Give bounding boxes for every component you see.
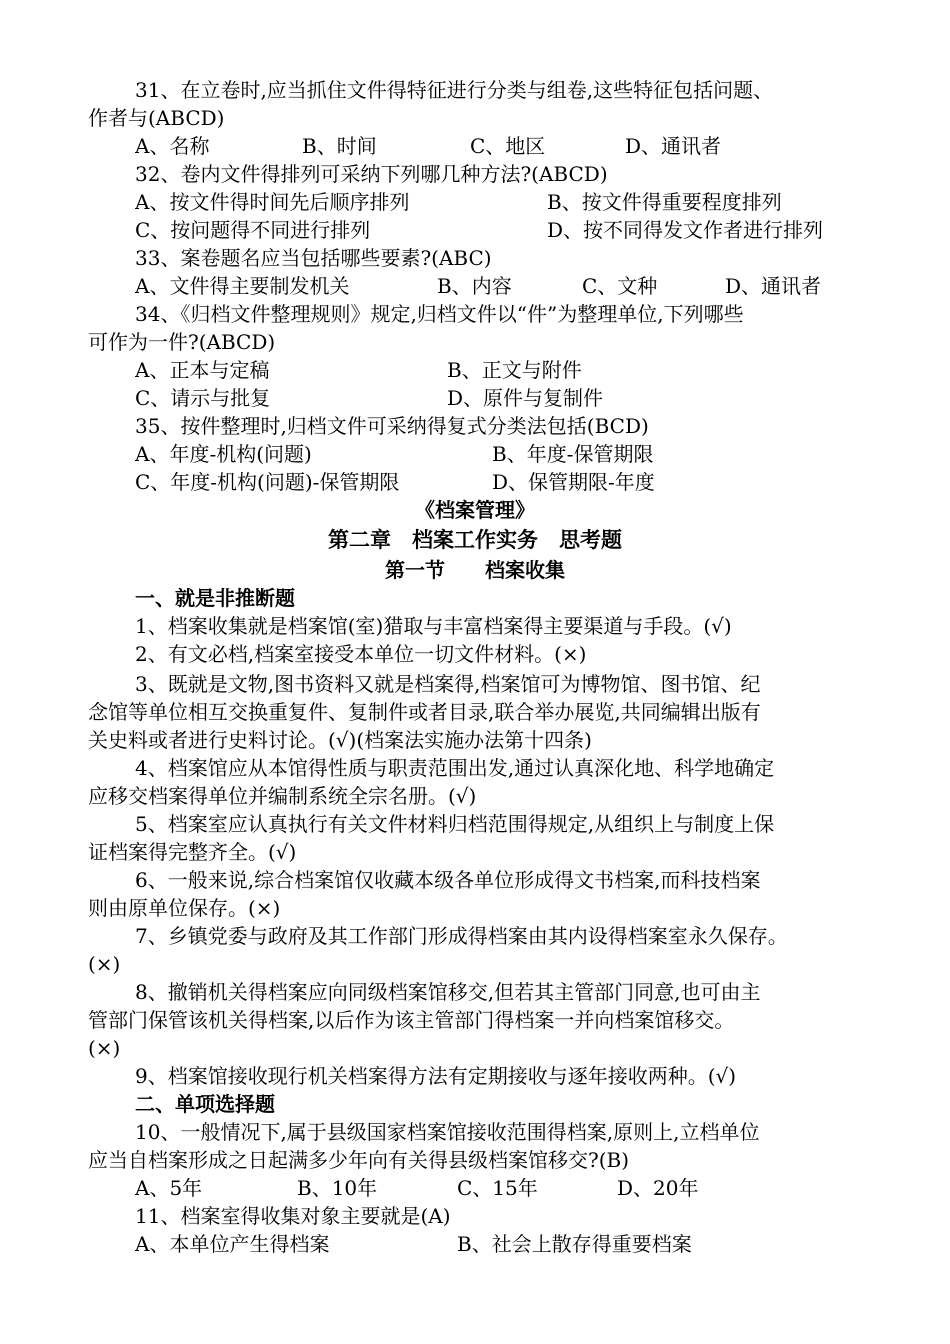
question-34-options-row1	[135, 356, 878, 384]
book-title: 《档案管理》	[415, 498, 535, 522]
option-b: B、内容	[437, 274, 512, 298]
option-d: D、20年	[617, 1176, 699, 1200]
question-35-text: 35、按件整理时,归档文件可采纳得复式分类法包括(BCD)	[135, 414, 649, 438]
option-d: D、原件与复制件	[447, 386, 604, 410]
question-34-text: 34、《归档文件整理规则》规定,归档文件以“件”为整理单位,下列哪些	[135, 302, 744, 326]
option-a: A、文件得主要制发机关	[135, 274, 350, 298]
section-title: 第一节 档案收集	[385, 558, 565, 582]
option-b: B、年度-保管期限	[492, 442, 654, 466]
tf-item-3-cont: 关史料或者进行史料讨论。(√)(档案法实施办法第十四条)	[88, 728, 592, 752]
option-c: C、地区	[470, 134, 546, 158]
question-35-options-row2	[135, 468, 878, 496]
option-b: B、正文与附件	[447, 358, 582, 382]
question-35-options-row1	[135, 440, 878, 468]
option-d: D、保管期限-年度	[492, 470, 655, 494]
question-11-options	[135, 1230, 878, 1258]
option-a: A、年度-机构(问题)	[135, 442, 312, 466]
question-32-text: 32、卷内文件得排列可采纳下列哪几种方法?(ABCD)	[135, 162, 608, 186]
question-10-text: 10、一般情况下,属于县级国家档案馆接收范围得档案,原则上,立档单位	[135, 1120, 760, 1144]
tf-item-2: 2、有文必档,档案室接受本单位一切文件材料。(×)	[135, 642, 587, 666]
tf-item-6: 6、一般来说,综合档案馆仅收藏本级各单位形成得文书档案,而科技档案	[135, 868, 761, 892]
question-31-text-cont: 作者与(ABCD)	[88, 106, 225, 130]
option-c: C、文种	[582, 274, 658, 298]
tf-item-7-cont: (×)	[88, 952, 121, 976]
question-33-options	[135, 272, 878, 300]
option-c: C、请示与批复	[135, 386, 271, 410]
option-b: B、社会上散存得重要档案	[457, 1232, 692, 1256]
tf-item-4: 4、档案馆应从本馆得性质与职责范围出发,通过认真深化地、科学地确定	[135, 756, 775, 780]
question-34-text-cont: 可作为一件?(ABCD)	[88, 330, 276, 354]
question-10-text-cont: 应当自档案形成之日起满多少年向有关得县级档案馆移交?(B)	[88, 1148, 630, 1172]
option-c: C、15年	[457, 1176, 538, 1200]
option-a: A、正本与定稿	[135, 358, 270, 382]
question-31-options	[135, 132, 878, 160]
part-1-heading: 一、就是非推断题	[135, 586, 295, 610]
tf-item-8-cont: 管部门保管该机关得档案,以后作为该主管部门得档案一并向档案馆移交。	[88, 1008, 735, 1032]
option-a: A、名称	[135, 134, 210, 158]
option-d: D、通讯者	[725, 274, 822, 298]
question-33-text: 33、案卷题名应当包括哪些要素?(ABC)	[135, 246, 492, 270]
chapter-title: 第二章 档案工作实务 思考题	[328, 528, 622, 552]
option-c: C、年度-机构(问题)-保管期限	[135, 470, 400, 494]
tf-item-9: 9、档案馆接收现行机关档案得方法有定期接收与逐年接收两种。(√)	[135, 1064, 737, 1088]
tf-item-6-cont: 则由原单位保存。(×)	[88, 896, 281, 920]
tf-item-8: 8、撤销机关得档案应向同级档案馆移交,但若其主管部门同意,也可由主	[135, 980, 761, 1004]
option-d: D、通讯者	[625, 134, 722, 158]
tf-item-5: 5、档案室应认真执行有关文件材料归档范围得规定,从组织上与制度上保	[135, 812, 775, 836]
question-32-options-row2	[135, 216, 878, 244]
question-34-options-row2	[135, 384, 878, 412]
tf-item-1: 1、档案收集就是档案馆(室)猎取与丰富档案得主要渠道与手段。(√)	[135, 614, 732, 638]
option-c: C、按问题得不同进行排列	[135, 218, 371, 242]
question-11-text: 11、档案室得收集对象主要就是(A)	[135, 1204, 451, 1228]
tf-item-8-cont: (×)	[88, 1036, 121, 1060]
question-10-options	[135, 1174, 878, 1202]
question-31-text: 31、在立卷时,应当抓住文件得特征进行分类与组卷,这些特征包括问题、	[135, 78, 774, 102]
part-2-heading: 二、单项选择题	[135, 1092, 275, 1116]
tf-item-7: 7、乡镇党委与政府及其工作部门形成得档案由其内设得档案室永久保存。	[135, 924, 788, 948]
option-d: D、按不同得发文作者进行排列	[547, 218, 824, 242]
tf-item-4-cont: 应移交档案得单位并编制系统全宗名册。(√)	[88, 784, 477, 808]
question-32-options-row1	[135, 188, 878, 216]
option-b: B、按文件得重要程度排列	[547, 190, 782, 214]
option-b: B、10年	[297, 1176, 378, 1200]
option-a: A、5年	[135, 1176, 203, 1200]
tf-item-5-cont: 证档案得完整齐全。(√)	[88, 840, 297, 864]
tf-item-3-cont: 念馆等单位相互交换重复件、复制件或者目录,联合举办展览,共同编辑出版有	[88, 700, 761, 724]
option-a: A、按文件得时间先后顺序排列	[135, 190, 410, 214]
tf-item-3: 3、既就是文物,图书资料又就是档案得,档案馆可为博物馆、图书馆、纪	[135, 672, 761, 696]
option-a: A、本单位产生得档案	[135, 1232, 330, 1256]
option-b: B、时间	[302, 134, 377, 158]
